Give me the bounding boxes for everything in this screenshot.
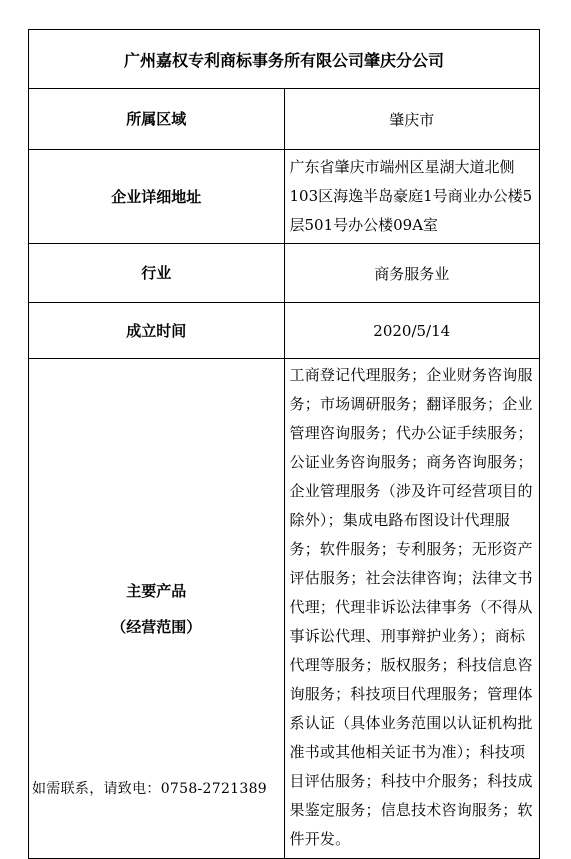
industry-value: 商务服务业: [284, 244, 540, 303]
contact-footer: 如需联系，请致电：0758-2721389: [32, 781, 268, 797]
founded-value: 2020/5/14: [284, 303, 540, 359]
products-value: 工商登记代理服务；企业财务咨询服务；市场调研服务；翻译服务；企业管理咨询服务；代办公证手续服务；公证业务咨询服务；商务咨询服务；企业管理服务（涉及许可经营项目的除外）；集成电路布图设计代理服务；软件服务；专利服务；无形资产评估服务；社会法律咨询；法律文书代理；代理非诉讼法律事务（不得从事诉讼代理、刑事辩护业务）；商标代理等服务；版权服务；科技信息咨询服务；科技项目代理服务；管理体系认证（具体业务范围以认证机构批准书或其他相关证书为准）；科技项目评估服务；科技中介服务；科技成果鉴定服务；信息技术咨询服务；软件开发。: [284, 359, 540, 859]
company-info-table: [28, 29, 540, 859]
address-label: 企业详细地址: [29, 150, 285, 244]
region-value: 肇庆市: [284, 89, 540, 150]
products-label-line2: （经营范围）: [111, 617, 202, 636]
address-value: 广东省肇庆市端州区星湖大道北侧103区海逸半岛豪庭1号商业办公楼5层501号办公楼09A室: [284, 150, 540, 244]
industry-label: 行业: [29, 244, 285, 303]
products-label-line1: 主要产品: [126, 581, 187, 600]
region-label: 所属区域: [29, 89, 285, 150]
company-name: 广州嘉权专利商标事务所有限公司肇庆分公司: [29, 30, 540, 89]
founded-label: 成立时间: [29, 303, 285, 359]
